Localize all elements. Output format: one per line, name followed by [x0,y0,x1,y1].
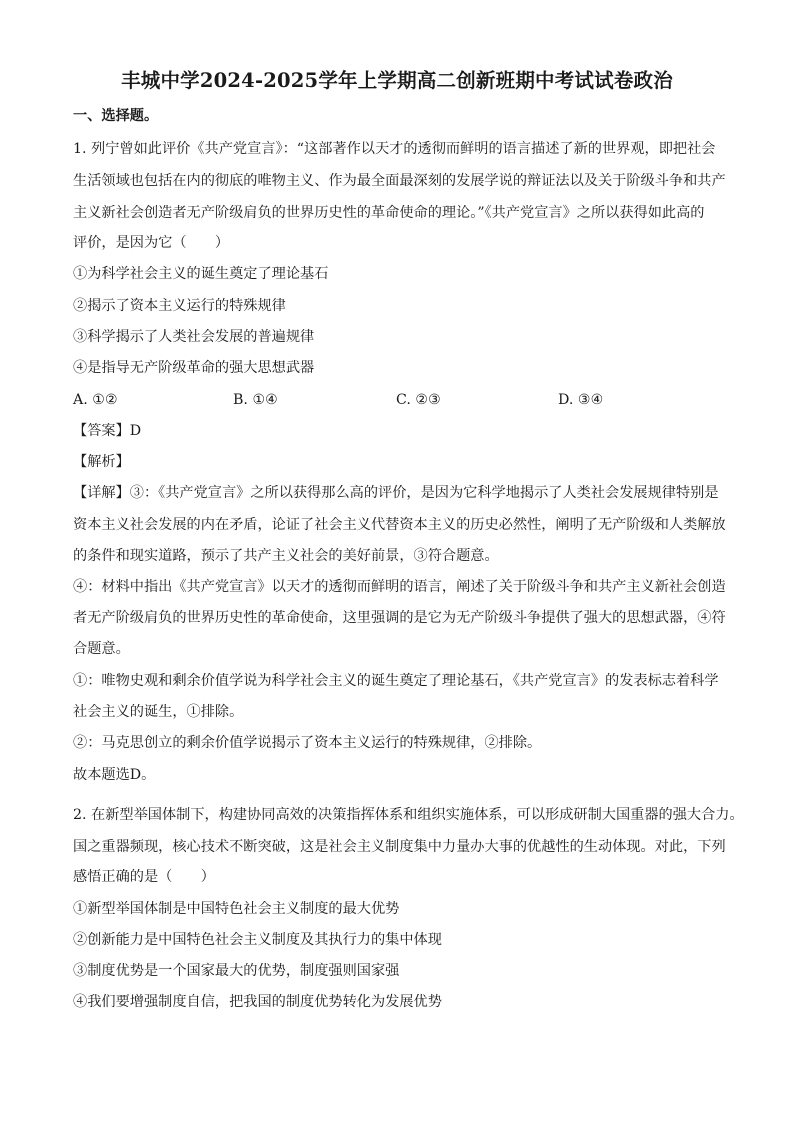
q1-stem-line-1: 1. 列宁曾如此评价《共产党宣言》：“这部著作以天才的透彻而鲜明的语言描述了新的世界观，即把社会 [73,141,716,157]
q1-option-c: C. ②③ [396,392,441,408]
q1-detail-line-10: 故本题选D。 [73,767,156,783]
q1-analysis-label: 【解析】 [73,454,130,470]
document-title: 丰城中学2024-2025学年上学期高二创新班期中考试试卷政治 [121,69,673,92]
q1-answer: 【答案】D [73,423,142,439]
q1-detail-line-2: 资本主义社会发展的内在矛盾，论证了社会主义代替资本主义的历史必然性，阐明了无产阶级和人类解放 [73,517,726,533]
q1-statement-2: ②揭示了资本主义运行的特殊规律 [73,298,286,314]
q1-detail-line-7: ①：唯物史观和剩余价值学说为科学社会主义的诞生奠定了理论基石，《共产党宣言》的发表标志着科学 [73,673,719,689]
q1-detail-line-3: 的条件和现实道路，预示了共产主义社会的美好前景，③符合题意。 [73,548,499,564]
q2-statement-3: ③制度优势是一个国家最大的优势，制度强则国家强 [73,963,400,979]
q2-stem-line-2: 国之重器频现，核心技术不断突破，这是社会主义制度集中力量办大事的优越性的生动体现。对此，下列 [73,839,726,855]
q1-statement-4: ④是指导无产阶级革命的强大思想武器 [73,360,315,376]
q1-statement-1: ①为科学社会主义的诞生奠定了理论基石 [73,266,329,282]
q1-detail-line-9: ②：马克思创立的剩余价值学说揭示了资本主义运行的特殊规律，②排除。 [73,735,542,751]
q1-statement-3: ③科学揭示了人类社会发展的普遍规律 [73,329,315,345]
q2-statement-4: ④我们要增强制度自信，把我国的制度优势转化为发展优势 [73,994,442,1010]
q2-statement-1: ①新型举国体制是中国特色社会主义制度的最大优势 [73,901,400,917]
q1-detail-line-6: 合题意。 [73,641,130,657]
q1-stem-line-3: 主义新社会创造者无产阶级肩负的世界历史性的革命使命的理论。”《共产党宣言》之所以获得如此高的 [73,205,705,221]
q1-option-b: B. ①④ [233,392,278,408]
q1-option-a: A. ①② [73,392,118,408]
q2-stem-line-3: 感悟正确的是（ ） [73,869,215,885]
q1-option-d: D. ③④ [558,392,604,408]
q2-statement-2: ②创新能力是中国特色社会主义制度及其执行力的集中体现 [73,932,442,948]
q1-stem-line-4: 评价，是因为它（ ） [73,235,230,251]
q1-stem-line-2: 生活领域也包括在内的彻底的唯物主义、作为最全面最深刻的发展学说的辩证法以及关于阶级斗争和共产 [73,173,726,189]
q1-detail-line-4: ④：材料中指出《共产党宣言》以天才的透彻而鲜明的语言，阐述了关于阶级斗争和共产主义新社会创造 [73,579,726,595]
q1-detail-line-5: 者无产阶级肩负的世界历史性的革命使命，这里强调的是它为无产阶级斗争提供了强大的思想武器，④符 [73,610,726,626]
q1-detail-line-1: 【详解】③：《共产党宣言》之所以获得那么高的评价，是因为它科学地揭示了人类社会发展规律特别是 [73,485,719,501]
section-heading: 一、选择题。 [73,108,159,124]
q1-detail-line-8: 社会主义的诞生，①排除。 [73,704,244,720]
q2-stem-line-1: 2. 在新型举国体制下，构建协同高效的决策指挥体系和组织实施体系，可以形成研制大国重器的强大合力。 [73,807,744,823]
